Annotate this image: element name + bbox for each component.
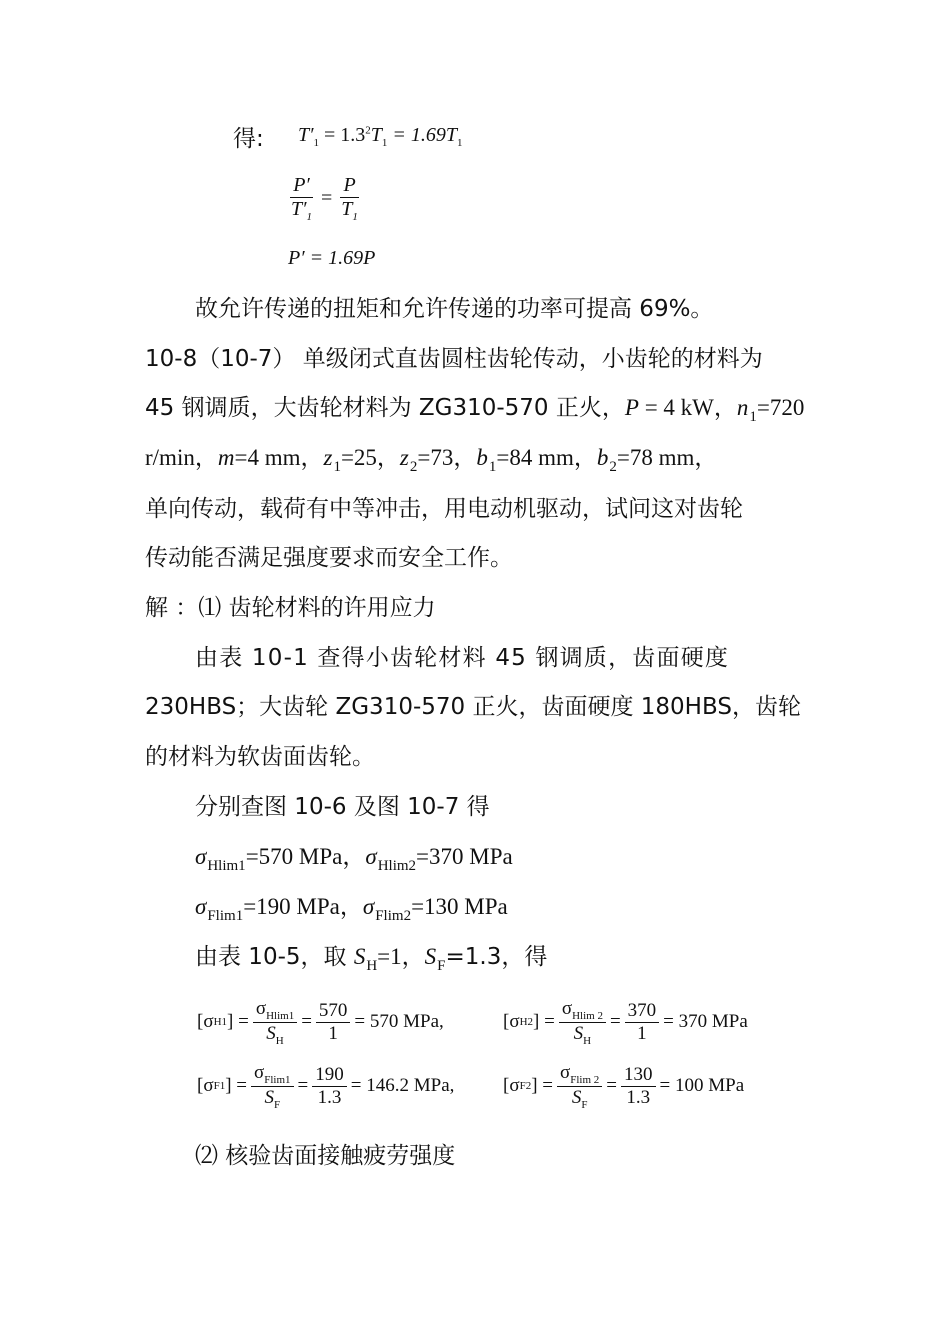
sub: F xyxy=(581,1098,588,1111)
num: 190 xyxy=(312,1064,347,1087)
result: = 100 MPa xyxy=(659,1075,745,1097)
bracket: ] = xyxy=(533,1011,555,1033)
de-label: 得: xyxy=(233,126,264,152)
den: 1 xyxy=(637,1022,647,1044)
rhs: = 1.69T xyxy=(392,124,458,146)
sub: F xyxy=(437,958,446,974)
bracket: [σ xyxy=(197,1075,214,1097)
text: =25， xyxy=(340,445,400,470)
var-s: S xyxy=(424,944,437,969)
eq-power-result: P′ = 1.69P xyxy=(288,247,376,269)
eq-allow-f2 xyxy=(503,1062,744,1111)
sigma: σ xyxy=(195,844,207,869)
text: 45 钢调质，大齿轮材料为 ZG310-570 正火， xyxy=(145,395,625,421)
eq-power-ratio xyxy=(288,174,361,223)
sub: F1 xyxy=(213,1080,226,1093)
bracket: [σ xyxy=(197,1011,214,1033)
text: =78 mm， xyxy=(616,445,718,470)
var-b1: b xyxy=(476,445,488,470)
sigma: σ xyxy=(195,894,207,919)
fraction xyxy=(559,998,606,1047)
sub: 1 xyxy=(333,459,341,475)
den: S xyxy=(573,1022,584,1044)
num: 130 xyxy=(621,1064,656,1087)
var-n: n xyxy=(736,395,749,420)
den: S xyxy=(264,1086,274,1108)
sub: Flim1 xyxy=(264,1073,291,1086)
sub: H xyxy=(366,958,378,974)
den: 1.3 xyxy=(626,1086,651,1108)
eq-allow-h1 xyxy=(197,998,444,1047)
var-b2: b xyxy=(596,445,609,470)
problem-line-1: 10-8（10-7） 单级闭式直齿圆柱齿轮传动，小齿轮的材料为 xyxy=(145,346,763,372)
eq-label xyxy=(233,124,264,154)
fraction xyxy=(312,1064,347,1109)
text: = 4 kW， xyxy=(638,395,737,420)
eq: = xyxy=(297,1075,309,1097)
var-m: m xyxy=(217,445,235,470)
coef: = 1.3 xyxy=(324,124,366,146)
sigma-f-line xyxy=(195,892,508,931)
bracket: ] = xyxy=(227,1011,249,1033)
solution-p1-line1: 由表 10-1 查得小齿轮材料 45 钢调质，齿面硬度 xyxy=(195,645,730,671)
bracket: [σ xyxy=(503,1075,520,1097)
den: S xyxy=(571,1086,582,1108)
fraction-right xyxy=(338,174,361,223)
sub: 1 xyxy=(488,459,497,475)
value: =190 MPa， xyxy=(243,894,363,919)
num: P xyxy=(340,174,358,198)
eq: = xyxy=(609,1011,621,1033)
solution-step-2: ⑵ 核验齿面接触疲劳强度 xyxy=(195,1143,456,1169)
sigma: σ xyxy=(362,894,375,919)
t1: T xyxy=(370,124,382,146)
problem-line-3 xyxy=(145,443,717,482)
fraction xyxy=(557,1062,602,1111)
text: =1， xyxy=(377,944,425,969)
sub: F xyxy=(273,1098,281,1111)
solution-p1-line3: 的材料为软齿面齿轮。 xyxy=(145,744,375,770)
var-z1: z xyxy=(323,445,333,470)
eq: = xyxy=(321,187,333,209)
var-z2: z xyxy=(399,445,409,470)
sub: 1 xyxy=(352,211,358,223)
text: =1.3，得 xyxy=(445,944,548,970)
den: 1.3 xyxy=(317,1086,342,1108)
sub: Hlim1 xyxy=(266,1009,295,1022)
fraction xyxy=(625,1000,660,1045)
problem-line-4: 单向传动，载荷有中等冲击，用电动机驱动，试问这对齿轮 xyxy=(145,496,743,522)
sub: 2 xyxy=(609,459,617,475)
sub: 1 xyxy=(313,137,319,149)
result: = 570 MPa, xyxy=(354,1011,444,1033)
problem-line-5: 传动能否满足强度要求而安全工作。 xyxy=(145,545,513,571)
text: r/min， xyxy=(145,445,218,470)
eq: = xyxy=(606,1075,618,1097)
var-s: S xyxy=(353,944,366,969)
solution-p2: 分别查图 10-6 及图 10-7 得 xyxy=(195,794,490,820)
sub: H2 xyxy=(519,1016,534,1029)
fraction xyxy=(251,1062,294,1111)
num: 570 xyxy=(316,1000,351,1023)
var-p: P xyxy=(624,395,639,420)
text: =84 mm， xyxy=(496,445,597,470)
sub: Hlim 2 xyxy=(572,1009,603,1022)
den: T xyxy=(341,198,353,220)
result: = 146.2 MPa, xyxy=(350,1075,455,1097)
sub: 1 xyxy=(306,211,312,223)
eq-allow-h2 xyxy=(503,998,748,1047)
fraction xyxy=(621,1064,656,1109)
sub: H1 xyxy=(213,1016,228,1029)
sup: 2 xyxy=(365,124,371,137)
sigma: σ xyxy=(365,844,377,869)
fraction-left xyxy=(288,174,315,223)
num: σ xyxy=(254,1062,265,1083)
solution-p3 xyxy=(195,942,547,981)
t1-prime: T′ xyxy=(298,124,314,146)
bracket: ] = xyxy=(225,1075,247,1097)
sub: Hlim1 xyxy=(207,858,246,874)
text: =73， xyxy=(417,445,477,470)
sub: Flim2 xyxy=(375,908,412,924)
eq-allow-f1 xyxy=(197,1062,454,1111)
solution-p1-line2: 230HBS；大齿轮 ZG310-570 正火，齿面硬度 180HBS，齿轮 xyxy=(145,694,801,720)
bracket: [σ xyxy=(503,1011,520,1033)
solution-title: 解 ：⑴ 齿轮材料的许用应力 xyxy=(145,595,436,621)
text: =4 mm， xyxy=(234,445,324,470)
eq-torque-line xyxy=(298,124,463,149)
sub: Flim1 xyxy=(207,908,244,924)
sigma-h-line xyxy=(195,842,513,881)
num: σ xyxy=(561,998,573,1019)
den: S xyxy=(266,1022,276,1044)
conclusion-text: 故允许传递的扭矩和允许传递的功率可提高 69%。 xyxy=(195,296,714,322)
sub: H xyxy=(583,1034,592,1047)
sub: 1 xyxy=(749,409,757,425)
sub: 1 xyxy=(381,137,388,149)
num: P′ xyxy=(290,174,313,198)
num: σ xyxy=(560,1062,571,1083)
fraction xyxy=(316,1000,351,1045)
value: =570 MPa， xyxy=(245,844,366,869)
problem-line-2 xyxy=(145,393,804,432)
sub: 2 xyxy=(409,459,418,475)
value: =370 MPa xyxy=(416,844,513,869)
num: σ xyxy=(255,998,267,1019)
text: 由表 10-5，取 xyxy=(195,944,354,970)
sub: H xyxy=(275,1034,284,1047)
den: T′ xyxy=(291,198,307,220)
den: 1 xyxy=(328,1022,338,1044)
eq: = xyxy=(301,1011,312,1033)
sub: Hlim2 xyxy=(377,858,417,874)
value: =130 MPa xyxy=(411,894,508,919)
text: =720 xyxy=(756,395,805,420)
num: 370 xyxy=(625,1000,660,1023)
fraction xyxy=(253,998,297,1047)
sub: 1 xyxy=(457,137,463,149)
result: = 370 MPa xyxy=(663,1011,748,1033)
sub: F2 xyxy=(519,1080,532,1093)
sub: Flim 2 xyxy=(570,1073,600,1086)
bracket: ] = xyxy=(531,1075,553,1097)
